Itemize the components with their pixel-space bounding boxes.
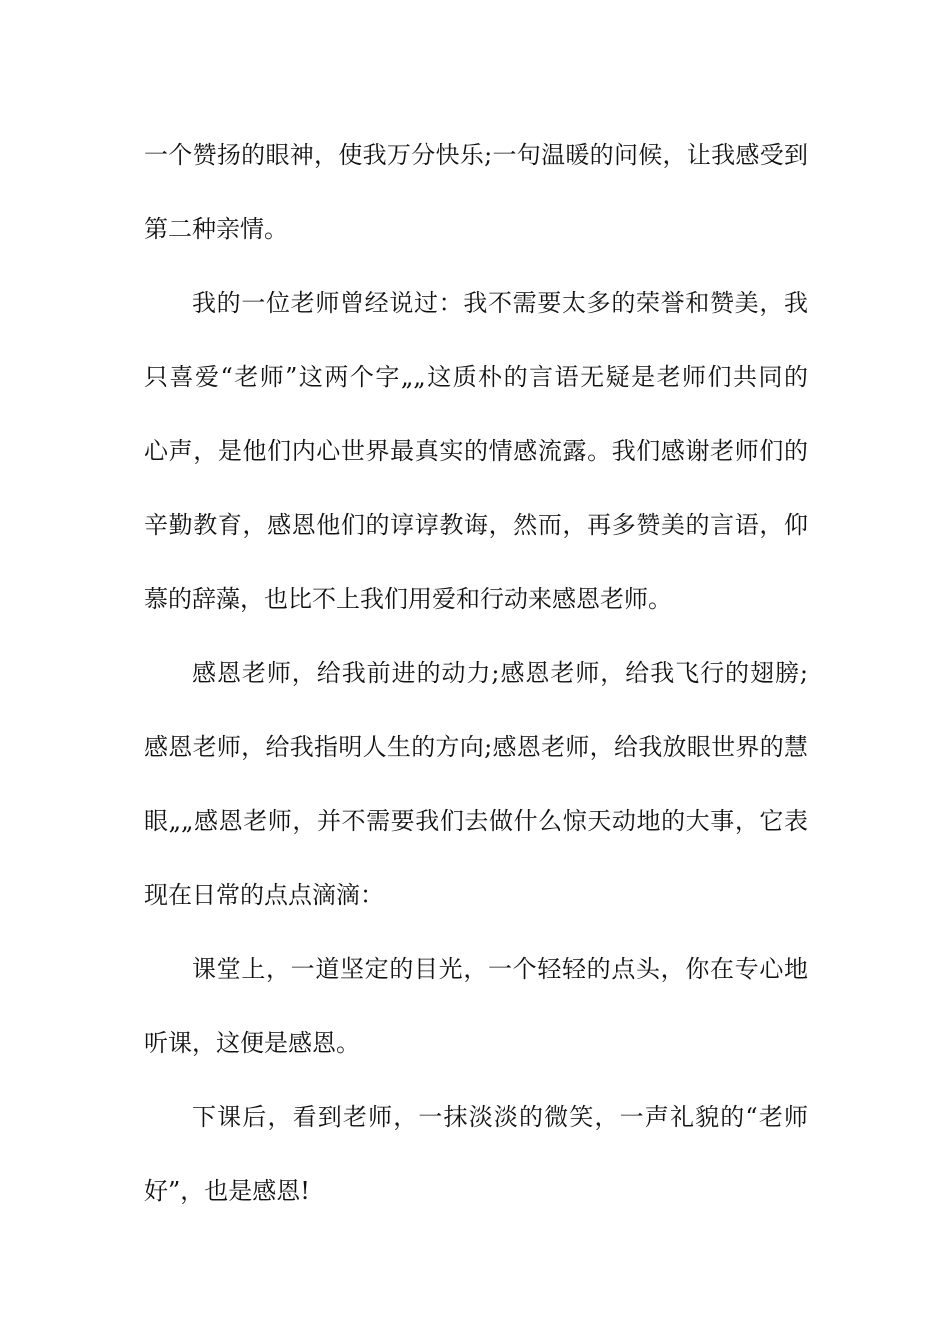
text-line: 现在日常的点点滴滴： [144,881,384,909]
text-line: 我的一位老师曾经说过：我不需要太多的荣誉和赞美，我 [192,289,808,317]
text-line: 听课，这便是感恩。 [144,1029,360,1057]
text-line: 眼„„感恩老师，并不需要我们去做什么惊天动地的大事，它表 [144,807,808,835]
text-line: 课堂上，一道坚定的目光，一个轻轻的点头，你在专心地 [192,955,808,983]
text-line: 一个赞扬的眼神，使我万分快乐;一句温暖的问候，让我感受到 [144,141,808,169]
text-line: 慕的辞藻，也比不上我们用爱和行动来感恩老师。 [144,585,672,613]
text-line: 下课后，看到老师，一抹淡淡的微笑，一声礼貌的“老师 [192,1103,808,1131]
text-line: 好”，也是感恩! [144,1177,310,1205]
text-line: 感恩老师，给我指明人生的方向;感恩老师，给我放眼世界的慧 [144,733,808,761]
text-line: 第二种亲情。 [144,215,288,243]
text-line: 感恩老师，给我前进的动力;感恩老师，给我飞行的翅膀; [192,659,808,687]
text-line: 心声，是他们内心世界最真实的情感流露。我们感谢老师们的 [144,437,808,465]
text-line: 辛勤教育，感恩他们的谆谆教诲，然而，再多赞美的言语，仰 [144,511,808,539]
body-text [144,126,808,1236]
text-line: 只喜爱“老师”这两个字„„这质朴的言语无疑是老师们共同的 [144,363,808,391]
